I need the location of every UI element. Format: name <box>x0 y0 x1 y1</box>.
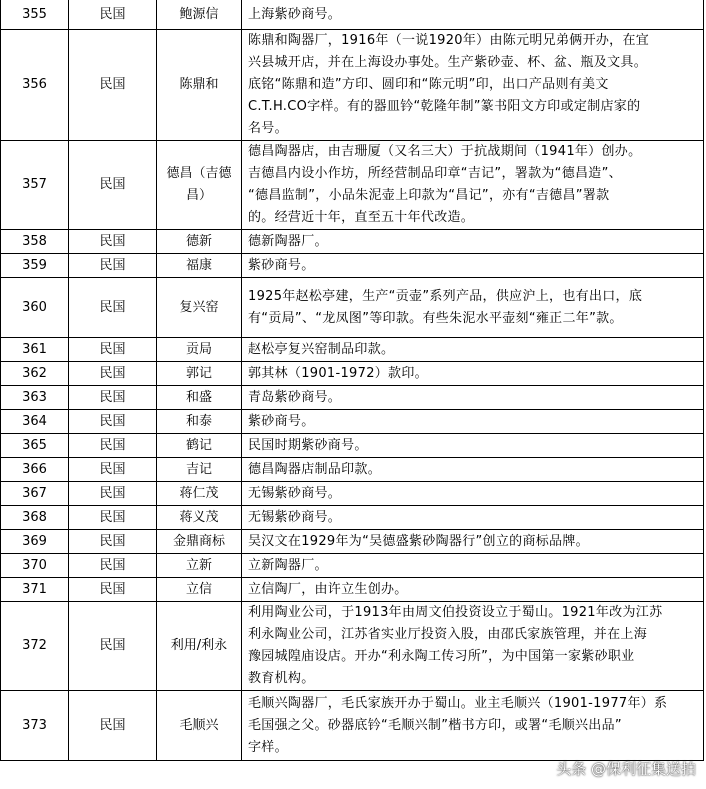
entry-description <box>242 578 704 602</box>
entry-description <box>242 530 704 554</box>
description-line: 毛国强之父。砂器底钤“毛顺兴制”楷书方印，或署“毛顺兴出品” <box>248 717 622 733</box>
table-row <box>1 506 704 530</box>
description-line: 郭其林（1901-1972）款印。 <box>248 365 428 381</box>
table-row <box>1 410 704 434</box>
table-row <box>1 338 704 362</box>
description-line: 紫砂商号。 <box>248 257 315 273</box>
description-line: 吉德昌内设小作坊，所经营制品印章“吉记”，署款为“德昌造”、 <box>248 166 622 181</box>
description-line: 青岛紫砂商号。 <box>248 389 342 405</box>
table-row <box>1 458 704 482</box>
description-line: 名号。 <box>248 121 288 136</box>
table-row <box>1 691 704 761</box>
entry-description <box>242 386 704 410</box>
entry-name: 和盛 <box>157 386 242 410</box>
table-row <box>1 602 704 691</box>
entry-description <box>242 278 704 338</box>
table-row <box>1 434 704 458</box>
description-line: 吴汉文在1929年为“吴德盛紫砂陶器行”创立的商标品牌。 <box>248 533 589 549</box>
entry-description <box>242 230 704 254</box>
entry-number: 360 <box>1 278 69 338</box>
entry-era: 民国 <box>69 362 157 386</box>
description-line: 教育机构。 <box>248 671 315 686</box>
description-line: 紫砂商号。 <box>248 413 315 429</box>
entry-number: 369 <box>1 530 69 554</box>
entry-description <box>242 141 704 230</box>
description-line: “德昌监制”，小品朱泥壶上印款为“昌记”，亦有“吉德昌”署款 <box>248 188 610 203</box>
entry-number: 364 <box>1 410 69 434</box>
description-line: 毛顺兴陶器厂，毛氏家族开办于蜀山。业主毛顺兴（1901-1977年）系 <box>248 695 668 711</box>
description-line: 豫园城隍庙设店。开办“利永陶工传习所”，为中国第一家紫砂职业 <box>248 649 635 664</box>
entry-number: 367 <box>1 482 69 506</box>
table-row <box>1 254 704 278</box>
entry-description <box>242 458 704 482</box>
entry-number: 373 <box>1 691 69 761</box>
description-line: 德昌陶器店制品印款。 <box>248 461 382 477</box>
description-line: 赵松亭复兴窑制品印款。 <box>248 341 395 357</box>
entry-era: 民国 <box>69 0 157 30</box>
brand-table-body <box>1 0 704 761</box>
description-line: 无锡紫砂商号。 <box>248 509 342 525</box>
entry-name: 复兴窑 <box>157 278 242 338</box>
entry-description <box>242 30 704 141</box>
entry-number: 356 <box>1 30 69 141</box>
entry-name: 蒋义茂 <box>157 506 242 530</box>
entry-name: 福康 <box>157 254 242 278</box>
entry-name: 金鼎商标 <box>157 530 242 554</box>
table-row <box>1 278 704 338</box>
entry-era: 民国 <box>69 410 157 434</box>
entry-description <box>242 254 704 278</box>
description-line: 立信陶厂，由许立生创办。 <box>248 581 408 597</box>
entry-name: 德昌（吉德昌） <box>157 141 242 230</box>
entry-number: 371 <box>1 578 69 602</box>
entry-name: 德新 <box>157 230 242 254</box>
entry-name: 和泰 <box>157 410 242 434</box>
entry-description <box>242 554 704 578</box>
description-line: 字样。 <box>248 739 288 755</box>
table-row <box>1 386 704 410</box>
description-line: 底铭“陈鼎和造”方印、圆印和“陈元明”印，出口产品则有美文 <box>248 77 609 92</box>
entry-era: 民国 <box>69 30 157 141</box>
entry-number: 355 <box>1 0 69 30</box>
entry-name: 立新 <box>157 554 242 578</box>
entry-era: 民国 <box>69 530 157 554</box>
entry-number: 361 <box>1 338 69 362</box>
table-row <box>1 141 704 230</box>
watermark: 头条 @保利征集送拍 <box>556 760 696 778</box>
entry-era: 民国 <box>69 230 157 254</box>
entry-number: 358 <box>1 230 69 254</box>
entry-name: 鲍源信 <box>157 0 242 30</box>
entry-era: 民国 <box>69 434 157 458</box>
entry-name: 贡局 <box>157 338 242 362</box>
entry-number: 363 <box>1 386 69 410</box>
entry-description <box>242 482 704 506</box>
entry-era: 民国 <box>69 254 157 278</box>
entry-description <box>242 362 704 386</box>
entry-number: 370 <box>1 554 69 578</box>
description-line: 民国时期紫砂商号。 <box>248 437 368 453</box>
entry-description <box>242 691 704 761</box>
entry-description <box>242 434 704 458</box>
table-row <box>1 482 704 506</box>
entry-name: 郭记 <box>157 362 242 386</box>
entry-number: 372 <box>1 602 69 691</box>
entry-number: 366 <box>1 458 69 482</box>
entry-name: 鹤记 <box>157 434 242 458</box>
entry-era: 民国 <box>69 482 157 506</box>
table-row <box>1 362 704 386</box>
entry-era: 民国 <box>69 141 157 230</box>
description-line: 兴县城开店，并在上海设办事处。生产紫砂壶、杯、盆、瓶及文具。 <box>248 55 648 70</box>
entry-number: 359 <box>1 254 69 278</box>
entry-name: 吉记 <box>157 458 242 482</box>
description-line: 有“贡局”、“龙凤图”等印款。有些朱泥水平壶刻“雍正二年”款。 <box>248 310 623 326</box>
entry-name: 立信 <box>157 578 242 602</box>
entry-era: 民国 <box>69 278 157 338</box>
description-line: 陈鼎和陶器厂，1916年（一说1920年）由陈元明兄弟俩开办，在宜 <box>248 33 650 48</box>
description-line: 1925年赵松亭建，生产“贡壶”系列产品，供应沪上，也有出口，底 <box>248 288 643 304</box>
entry-description <box>242 0 704 30</box>
entry-name: 陈鼎和 <box>157 30 242 141</box>
entry-number: 368 <box>1 506 69 530</box>
entry-era: 民国 <box>69 578 157 602</box>
description-line: 的。经营近十年，直至五十年代改造。 <box>248 210 475 225</box>
entry-number: 365 <box>1 434 69 458</box>
description-line: 利永陶业公司，江苏省实业厅投资入股，由邵氏家族管理，并在上海 <box>248 627 648 642</box>
table-row <box>1 554 704 578</box>
description-line: 立新陶器厂。 <box>248 557 328 573</box>
entry-era: 民国 <box>69 554 157 578</box>
entry-name: 蒋仁茂 <box>157 482 242 506</box>
table-row <box>1 578 704 602</box>
table-row <box>1 230 704 254</box>
entry-description <box>242 602 704 691</box>
table-row <box>1 30 704 141</box>
description-line: 利用陶业公司，于1913年由周文伯投资设立于蜀山。1921年改为江苏 <box>248 605 663 620</box>
description-line: 上海紫砂商号。 <box>248 6 342 22</box>
entry-description <box>242 338 704 362</box>
entry-description <box>242 410 704 434</box>
description-line: 无锡紫砂商号。 <box>248 485 342 501</box>
entry-era: 民国 <box>69 506 157 530</box>
entry-era: 民国 <box>69 338 157 362</box>
description-line: C.T.H.CO字样。有的器皿钤“乾隆年制”篆书阳文方印或定制店家的 <box>248 99 641 114</box>
entry-name: 利用/利永 <box>157 602 242 691</box>
entry-name: 毛顺兴 <box>157 691 242 761</box>
table-row <box>1 0 704 30</box>
table-row <box>1 530 704 554</box>
entry-era: 民国 <box>69 691 157 761</box>
entry-number: 362 <box>1 362 69 386</box>
entry-era: 民国 <box>69 602 157 691</box>
entry-era: 民国 <box>69 458 157 482</box>
entry-era: 民国 <box>69 386 157 410</box>
entry-number: 357 <box>1 141 69 230</box>
description-line: 德新陶器厂。 <box>248 233 328 249</box>
entry-description <box>242 506 704 530</box>
description-line: 德昌陶器店，由吉珊厦（又名三大）于抗战期间（1941年）创办。 <box>248 144 642 159</box>
